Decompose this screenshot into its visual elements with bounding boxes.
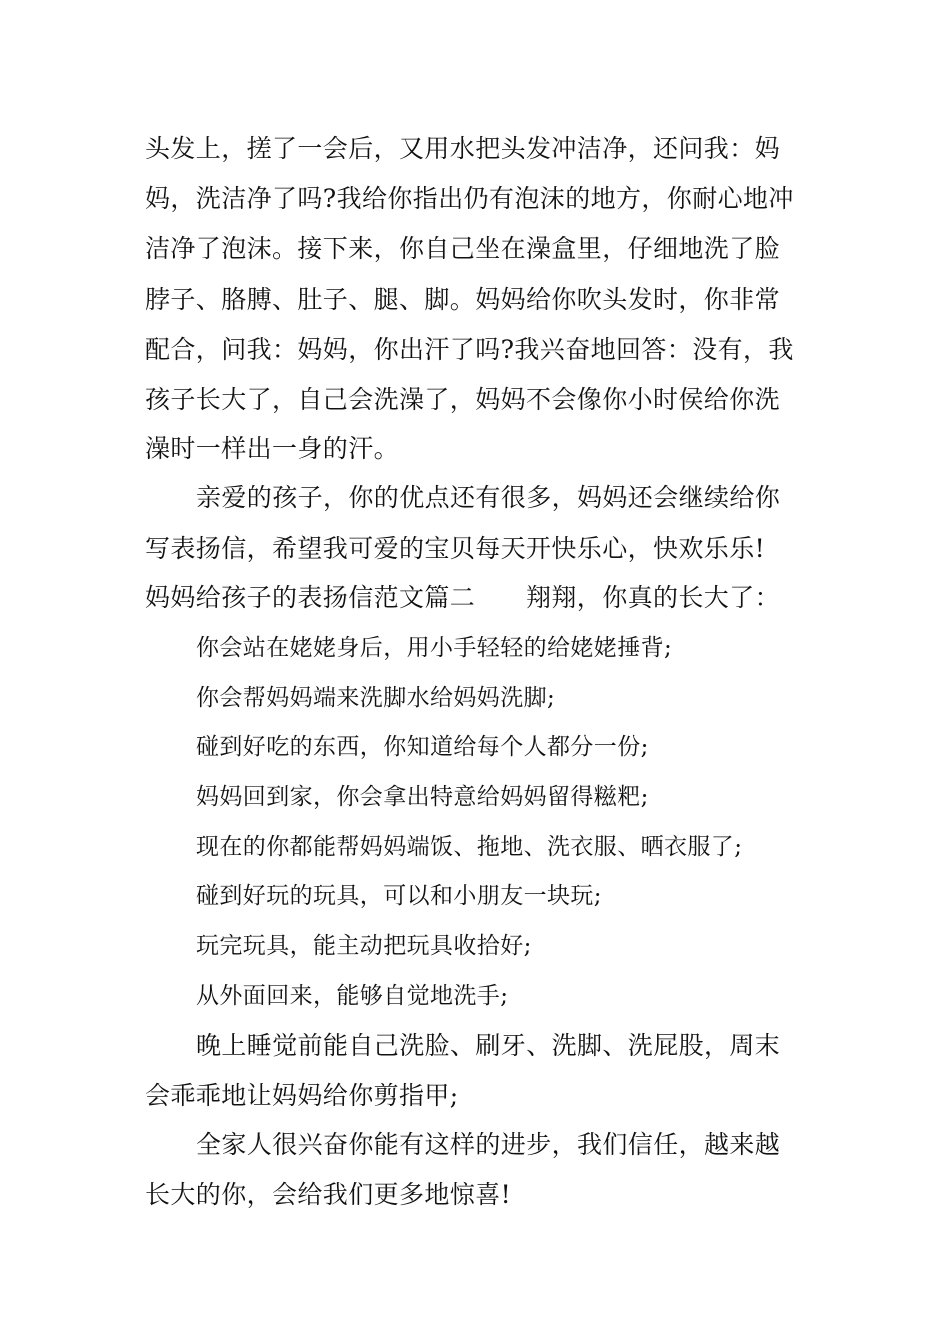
- list-line: 你会帮妈妈端来洗脚水给妈妈洗脚;: [196, 685, 556, 711]
- paragraph-line: 会乖乖地让妈妈给你剪指甲;: [145, 1081, 459, 1110]
- paragraph-line: 澡时一样出一身的汗。: [145, 434, 400, 463]
- paragraph-line: 长大的你，会给我们更多地惊喜!: [145, 1180, 512, 1209]
- list-line: 妈妈回到家，你会拿出特意给妈妈留得糍粑;: [196, 784, 649, 810]
- list-line: 玩完玩具，能主动把玩具收拾好;: [196, 933, 532, 959]
- paragraph-line: 配合，问我：妈妈，你出汗了吗?我兴奋地回答：没有，我: [145, 335, 794, 364]
- list-line: 从外面回来，能够自觉地洗手;: [196, 983, 509, 1009]
- section-heading: 妈妈给孩子的表扬信范文篇二 翔翔，你真的长大了：: [145, 583, 781, 612]
- list-line: 现在的你都能帮妈妈端饭、拖地、洗衣服、晒衣服了;: [196, 834, 743, 860]
- paragraph-line: 晚上睡觉前能自己洗脸、刷牙、洗脚、洗屁股，周末: [196, 1031, 781, 1060]
- list-line: 你会站在姥姥身后，用小手轻轻的给姥姥捶背;: [196, 635, 673, 661]
- paragraph-line: 亲爱的孩子，你的优点还有很多，妈妈还会继续给你: [196, 483, 781, 512]
- list-line: 碰到好玩的玩具，可以和小朋友一块玩;: [196, 883, 602, 909]
- paragraph-line: 妈，洗洁净了吗?我给你指出仍有泡沫的地方，你耐心地冲: [145, 184, 794, 213]
- paragraph-line: 写表扬信，希望我可爱的宝贝每天开快乐心，快欢乐乐!: [145, 534, 766, 563]
- paragraph-line: 洁净了泡沫。接下来，你自己坐在澡盒里，仔细地洗了脸: [145, 234, 781, 263]
- paragraph-line: 脖子、胳膊、肚子、腿、脚。妈妈给你吹头发时，你非常: [145, 285, 781, 314]
- list-line: 碰到好吃的东西，你知道给每个人都分一份;: [196, 734, 649, 760]
- paragraph-line: 全家人很兴奋你能有这样的进步，我们信任，越来越: [196, 1130, 781, 1159]
- paragraph-line: 孩子长大了，自己会洗澡了，妈妈不会像你小时侯给你洗: [145, 385, 781, 414]
- paragraph-line: 头发上，搓了一会后，又用水把头发冲洁净，还问我：妈: [145, 134, 781, 163]
